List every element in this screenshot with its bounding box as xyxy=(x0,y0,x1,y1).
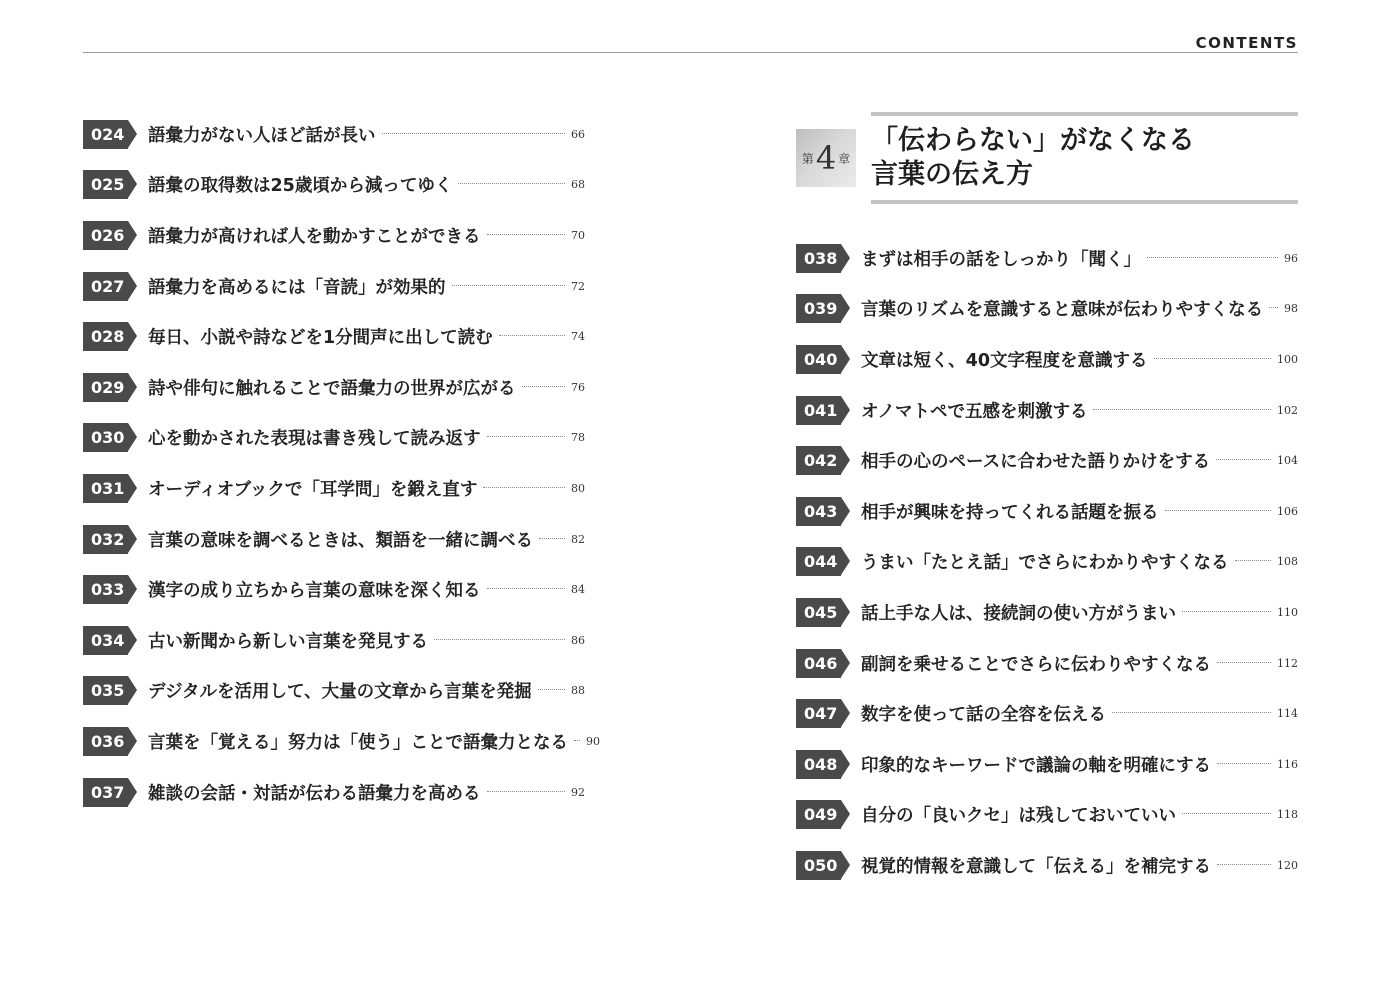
entry-page-number: 112 xyxy=(1277,656,1298,670)
entry-number-badge xyxy=(83,626,128,655)
entry-number: 027 xyxy=(91,276,125,296)
entry-number: 040 xyxy=(804,349,838,369)
entry-page-number: 96 xyxy=(1284,251,1298,265)
entry-number: 035 xyxy=(91,681,125,701)
chapter-number-box xyxy=(796,129,856,187)
entry-number: 042 xyxy=(804,451,838,471)
entry-title: 語彙力を高めるには「音読」が効果的 xyxy=(148,277,446,298)
entry-number: 047 xyxy=(804,704,838,724)
entry-title: 副詞を乗せることでさらに伝わりやすくなる xyxy=(861,654,1211,675)
entry-number-badge xyxy=(83,373,128,402)
entry-page-number: 82 xyxy=(571,532,585,546)
chapter-prefix: 第 xyxy=(801,151,814,166)
entry-number-badge xyxy=(796,851,841,880)
chapter-number: 4 xyxy=(815,139,837,177)
entry-page-number: 66 xyxy=(571,127,585,141)
entry-number: 046 xyxy=(804,653,838,673)
dot-leader xyxy=(1217,864,1271,865)
toc-right-column xyxy=(796,233,1298,891)
toc-entry[interactable] xyxy=(796,537,1298,588)
entry-number: 026 xyxy=(91,225,125,245)
entry-title: まずは相手の話をしっかり「聞く」 xyxy=(861,249,1141,270)
entry-number: 033 xyxy=(91,580,125,600)
entry-number-badge xyxy=(796,649,841,678)
entry-title: デジタルを活用して、大量の文章から言葉を発掘 xyxy=(148,682,532,703)
dot-leader xyxy=(458,183,565,184)
entry-number-badge xyxy=(83,575,128,604)
toc-entry[interactable] xyxy=(796,840,1298,891)
toc-entry[interactable] xyxy=(796,284,1298,335)
entry-number-badge xyxy=(83,727,128,756)
entry-number: 030 xyxy=(91,428,125,448)
entry-title: 視覚的情報を意識して「伝える」を補完する xyxy=(861,856,1211,877)
entry-page-number: 100 xyxy=(1277,352,1298,366)
dot-leader xyxy=(1147,257,1278,258)
entry-number: 038 xyxy=(804,248,838,268)
entry-page-number: 110 xyxy=(1277,605,1298,619)
entry-number: 043 xyxy=(804,501,838,521)
entry-number: 048 xyxy=(804,754,838,774)
toc-entry[interactable] xyxy=(796,688,1298,739)
chapter-title-line-2: 言葉の伝え方 xyxy=(871,159,1033,190)
dot-leader xyxy=(487,234,566,235)
toc-entry[interactable] xyxy=(796,587,1298,638)
dot-leader xyxy=(1182,813,1271,814)
dot-leader xyxy=(1182,611,1271,612)
entry-number: 032 xyxy=(91,529,125,549)
entry-number: 037 xyxy=(91,782,125,802)
entry-page-number: 102 xyxy=(1277,403,1298,417)
entry-page-number: 76 xyxy=(571,380,585,394)
chapter-heading xyxy=(796,112,1298,204)
entry-page-number: 120 xyxy=(1277,858,1298,872)
entry-page-number: 88 xyxy=(571,684,585,698)
entry-title: 語彙力がない人ほど話が長い xyxy=(148,125,376,146)
entry-page-number: 114 xyxy=(1277,707,1298,721)
toc-left-column xyxy=(83,109,600,817)
dot-leader xyxy=(499,335,565,336)
page-header-title: CONTENTS xyxy=(1195,34,1298,52)
entry-title: 話上手な人は、接続詞の使い方がうまい xyxy=(861,603,1176,624)
entry-title: 毎日、小説や詩などを1分間声に出して読む xyxy=(148,328,493,349)
dot-leader xyxy=(538,689,565,690)
entry-number: 041 xyxy=(804,400,838,420)
toc-entry[interactable] xyxy=(796,486,1298,537)
entry-number-badge xyxy=(83,778,128,807)
toc-entry[interactable] xyxy=(83,413,585,464)
entry-page-number: 78 xyxy=(571,431,585,445)
entry-page-number: 104 xyxy=(1277,454,1298,468)
dot-leader xyxy=(483,487,565,488)
toc-entry[interactable] xyxy=(83,311,585,362)
dot-leader xyxy=(574,740,580,741)
entry-page-number: 98 xyxy=(1284,302,1298,316)
entry-title: 言葉のリズムを意識すると意味が伝わりやすくなる xyxy=(861,300,1264,321)
chapter-suffix: 章 xyxy=(838,151,851,166)
toc-entry[interactable] xyxy=(83,463,585,514)
entry-number-badge xyxy=(796,345,841,374)
entry-title: 心を動かされた表現は書き残して読み返す xyxy=(148,429,481,450)
toc-entry[interactable] xyxy=(796,435,1298,486)
entry-number-badge xyxy=(83,272,128,301)
entry-number-badge xyxy=(796,750,841,779)
entry-number: 045 xyxy=(804,602,838,622)
toc-entry[interactable] xyxy=(83,564,585,615)
dot-leader xyxy=(1165,510,1272,511)
entry-page-number: 106 xyxy=(1277,504,1298,518)
entry-title: 相手が興味を持ってくれる話題を振る xyxy=(861,502,1159,523)
toc-entry[interactable] xyxy=(796,739,1298,790)
toc-entry[interactable] xyxy=(83,666,585,717)
entry-page-number: 108 xyxy=(1277,555,1298,569)
entry-number-badge xyxy=(83,120,128,149)
entry-page-number: 70 xyxy=(571,228,585,242)
entry-page-number: 72 xyxy=(571,279,585,293)
toc-entry[interactable] xyxy=(83,514,585,565)
chapter-title-line-1: 「伝わらない」がなくなる xyxy=(871,125,1195,156)
dot-leader xyxy=(1269,307,1278,308)
entry-number: 044 xyxy=(804,552,838,572)
chapter-rule-top xyxy=(871,112,1298,116)
toc-entry[interactable] xyxy=(796,233,1298,284)
entry-number: 050 xyxy=(804,855,838,875)
chapter-title xyxy=(871,124,1195,192)
entry-number-badge xyxy=(796,699,841,728)
entry-number-badge xyxy=(83,474,128,503)
entry-title: 相手の心のペースに合わせた語りかけをする xyxy=(861,452,1211,473)
toc-entry[interactable] xyxy=(83,109,585,160)
entry-number: 031 xyxy=(91,478,125,498)
dot-leader xyxy=(1217,662,1271,663)
toc-entry[interactable] xyxy=(83,615,585,666)
toc-entry[interactable] xyxy=(83,261,585,312)
dot-leader xyxy=(1217,763,1271,764)
entry-title: 古い新聞から新しい言葉を発見する xyxy=(148,631,428,652)
dot-leader xyxy=(1216,459,1271,460)
entry-title: オーディオブックで「耳学問」を鍛え直す xyxy=(148,479,478,500)
entry-title: 語彙力が高ければ人を動かすことができる xyxy=(148,226,481,247)
chapter-rule-bottom xyxy=(871,200,1298,204)
dot-leader xyxy=(434,639,565,640)
toc-entry[interactable] xyxy=(83,716,600,767)
entry-number-badge xyxy=(83,676,128,705)
dot-leader xyxy=(1093,409,1271,410)
entry-page-number: 92 xyxy=(571,785,585,799)
toc-entry[interactable] xyxy=(796,334,1298,385)
entry-number: 029 xyxy=(91,377,125,397)
entry-number: 025 xyxy=(91,175,125,195)
dot-leader xyxy=(1154,358,1271,359)
entry-page-number: 74 xyxy=(571,330,585,344)
entry-number-badge xyxy=(796,294,841,323)
dot-leader xyxy=(382,133,566,134)
entry-title: 数字を使って話の全容を伝える xyxy=(861,705,1106,726)
entry-number: 024 xyxy=(91,124,125,144)
dot-leader xyxy=(522,386,566,387)
entry-title: 言葉の意味を調べるときは、類語を一緒に調べる xyxy=(148,530,533,551)
toc-entry[interactable] xyxy=(83,767,585,818)
dot-leader xyxy=(487,791,566,792)
dot-leader xyxy=(1112,712,1271,713)
entry-page-number: 80 xyxy=(571,481,585,495)
dot-leader xyxy=(1235,560,1272,561)
entry-title: オノマトペで五感を刺激する xyxy=(861,401,1088,422)
dot-leader xyxy=(487,436,566,437)
dot-leader xyxy=(452,285,566,286)
entry-title: 自分の「良いクセ」は残しておいていい xyxy=(861,806,1176,827)
toc-entry[interactable] xyxy=(796,790,1298,841)
entry-number: 036 xyxy=(91,731,125,751)
toc-entry[interactable] xyxy=(83,210,585,261)
entry-page-number: 116 xyxy=(1277,757,1298,771)
entry-number-badge xyxy=(796,800,841,829)
entry-number-badge xyxy=(796,396,841,425)
entry-number-badge xyxy=(796,598,841,627)
entry-number-badge xyxy=(796,446,841,475)
entry-title: うまい「たとえ話」でさらにわかりやすくなる xyxy=(861,553,1229,574)
entry-number: 028 xyxy=(91,327,125,347)
entry-page-number: 90 xyxy=(586,734,600,748)
entry-number-badge xyxy=(796,547,841,576)
entry-number-badge xyxy=(83,423,128,452)
toc-entry[interactable] xyxy=(796,638,1298,689)
entry-title: 漢字の成り立ちから言葉の意味を深く知る xyxy=(148,581,481,602)
entry-number: 034 xyxy=(91,630,125,650)
dot-leader xyxy=(487,588,566,589)
entry-title: 印象的なキーワードで議論の軸を明確にする xyxy=(861,755,1211,776)
entry-page-number: 86 xyxy=(571,633,585,647)
header-rule xyxy=(83,52,1298,53)
entry-page-number: 118 xyxy=(1277,808,1298,822)
toc-entry[interactable] xyxy=(83,160,585,211)
entry-number-badge xyxy=(83,322,128,351)
entry-number-badge xyxy=(83,170,128,199)
entry-title: 雑談の会話・対話が伝わる語彙力を高める xyxy=(148,783,481,804)
entry-title: 文章は短く、40文字程度を意識する xyxy=(861,350,1148,371)
entry-page-number: 84 xyxy=(571,583,585,597)
toc-entry[interactable] xyxy=(796,385,1298,436)
entry-title: 言葉を「覚える」努力は「使う」ことで語彙力となる xyxy=(148,732,568,753)
entry-title: 詩や俳句に触れることで語彙力の世界が広がる xyxy=(148,378,516,399)
entry-number-badge xyxy=(83,525,128,554)
toc-entry[interactable] xyxy=(83,362,585,413)
entry-number-badge xyxy=(83,221,128,250)
entry-number-badge xyxy=(796,244,841,273)
dot-leader xyxy=(539,538,565,539)
entry-number: 039 xyxy=(804,299,838,319)
entry-page-number: 68 xyxy=(571,178,585,192)
entry-number-badge xyxy=(796,497,841,526)
entry-title: 語彙の取得数は25歳頃から減ってゆく xyxy=(148,176,453,197)
entry-number: 049 xyxy=(804,805,838,825)
